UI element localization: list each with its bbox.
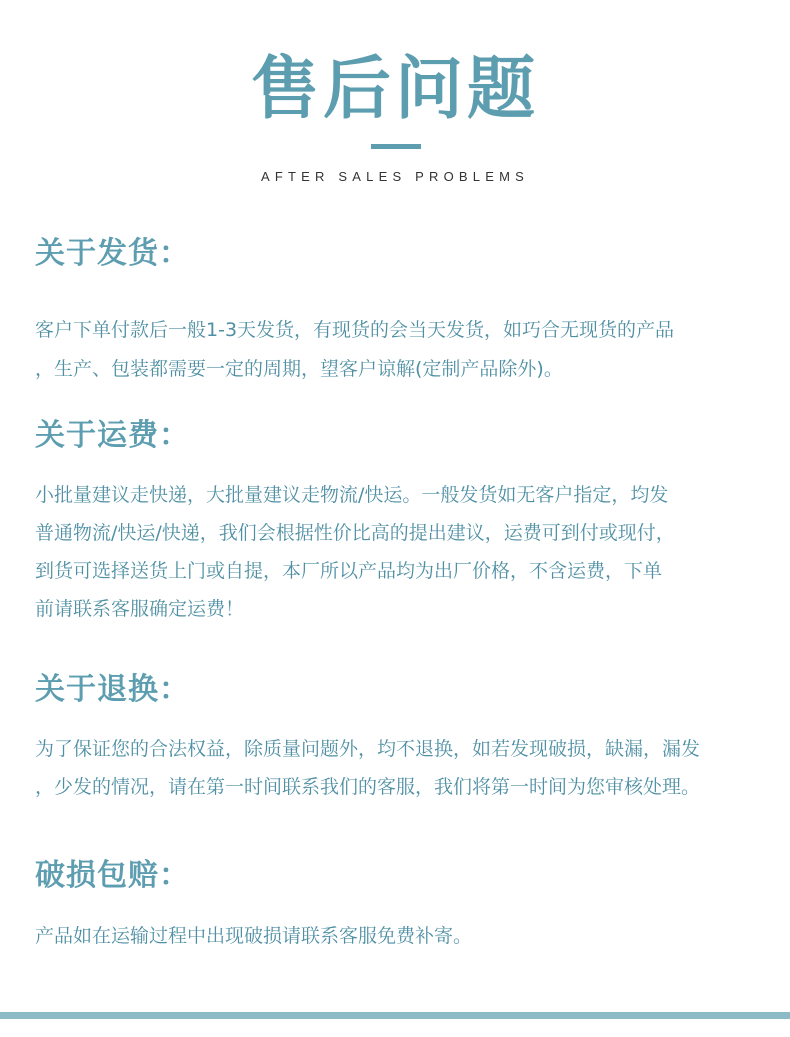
bottom-divider	[0, 1012, 790, 1019]
page-subtitle: AFTER SALES PROBLEMS	[261, 169, 529, 184]
paragraph-line: ，生产、包装都需要一定的周期，望客户谅解(定制产品除外)。	[35, 358, 563, 380]
section-heading: 关于退换：	[35, 672, 190, 707]
section-heading: 关于发货：	[35, 236, 190, 271]
paragraph-line: ，少发的情况，请在第一时间联系我们的客服，我们将第一时间为您审核处理。	[35, 776, 701, 798]
paragraph-line: 到货可选择送货上门或自提，本厂所以产品均为出厂价格，不含运费，下单	[35, 560, 663, 582]
page-title: 售后问题	[250, 50, 539, 129]
paragraph-line: 小批量建议走快递，大批量建议走物流/快运。一般发货如无客户指定，均发	[35, 484, 669, 506]
paragraph-line: 前请联系客服确定运费！	[35, 598, 245, 620]
section-damage	[35, 856, 765, 947]
paragraph-line: 为了保证您的合法权益，除质量问题外，均不退换，如若发现破损，缺漏，漏发	[35, 738, 701, 760]
section-heading: 破损包赔：	[35, 858, 190, 893]
paragraph-line: 产品如在运输过程中出现破损请联系客服免费补寄。	[35, 925, 473, 947]
title-underline	[371, 144, 421, 149]
section-freight	[35, 416, 765, 620]
paragraph-line: 客户下单付款后一般1-3天发货，有现货的会当天发货，如巧合无现货的产品	[35, 319, 675, 341]
section-returns	[35, 670, 765, 798]
section-shipping	[35, 234, 765, 380]
section-heading: 关于运费：	[35, 418, 190, 453]
paragraph-line: 普通物流/快运/快递，我们会根据性价比高的提出建议，运费可到付或现付，	[35, 522, 675, 544]
